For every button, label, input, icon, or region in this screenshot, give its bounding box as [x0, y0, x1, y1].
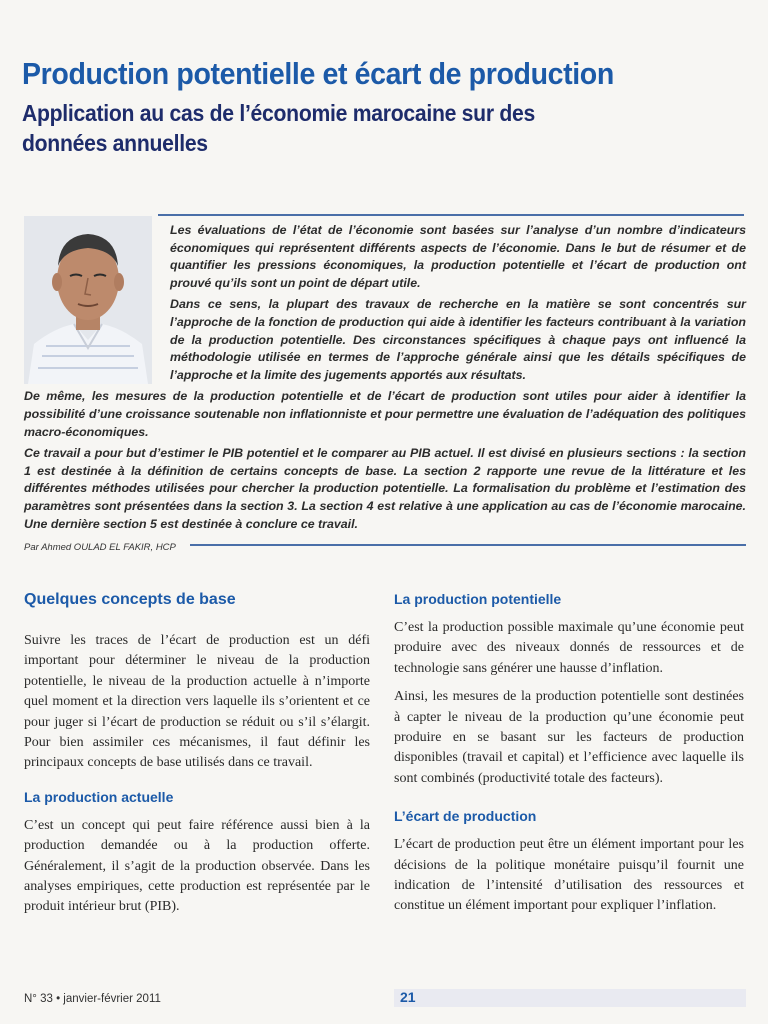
- article-title: Production potentielle et écart de production: [22, 56, 614, 91]
- article-subtitle: Application au cas de l’économie marocaine sur des données annuelles: [22, 100, 536, 156]
- ecart-production-paragraph: L’écart de production peut être un élément important pour les décisions de la politique monétaire puisqu’il fournit une indication de l’intensité d’utilisation des ressources et constitue un élément important pour expliquer l’inflation.: [394, 837, 744, 914]
- section-heading-concepts: Quelques concepts de base: [24, 591, 236, 608]
- intro-paragraph-2: Dans ce sens, la plupart des travaux de recherche en la matière se sont concentrés sur l’approche de la fonction de production qui aide à identifier les facteurs contribuant à la variation de la production potentielle. Des circonstances spécifiques à chaque pays ont influencé la méthodologie utilisée en termes de l’approche générale ainsi que les détails spécifiques de l’approche et la limite des jugements apportés aux résultats.: [170, 297, 746, 382]
- intro-paragraph-3: De même, les mesures de la production potentielle et de l’écart de production sont utiles pour aider à identifier la possibilité d’une croissance soutenable non inflationniste et pour permettre une évaluation de l’adéquation des politiques macro-économiques.: [24, 389, 746, 439]
- author-byline: Par Ahmed OULAD EL FAKIR, HCP: [24, 542, 180, 553]
- production-potentielle-paragraph-2: Ainsi, les mesures de la production potentielle sont destinées à capter le niveau de la production qu’une économie peut produire en se basant sur les facteurs de production disponibles (travail et capital) et l’efficience avec laquelle ils sont combinés (productivité totale des facteurs).: [394, 689, 744, 786]
- byline-row: [24, 537, 746, 551]
- intro-paragraph-1: Les évaluations de l’état de l’économie sont basées sur l’analyse d’un nombre d’indicateurs économiques qui représentent différents aspects de l’économie. Dans le but de résumer et de quantifier les pressions économiques, la production potentielle et l’écart de production ont prouvé qu’ils sont un point de départ utile.: [170, 223, 746, 290]
- subheading-production-potentielle: La production potentielle: [394, 591, 562, 607]
- production-actuelle-paragraph: C’est un concept qui peut faire référence aussi bien à la production demandée ou à la production offerte. Généralement, il s’agit de la production observée. Dans les analyses empiriques, cette production est représentée par le produit intérieur brut (PIB).: [24, 817, 370, 915]
- photo-spacer: [24, 222, 170, 388]
- right-column: [394, 590, 744, 925]
- concepts-paragraph: Suivre les traces de l’écart de production est un défi important pour déterminer le niveau de la production potentielle, le niveau de la production actuelle à n’importe quel moment et la direction vers laquelle ils s’orientent et ce pour juger si l’écart de production se réduit ou s’il s’élargit. Pour bien assimiler ces mécanismes, il faut définir les principaux concepts de base utilisés dans ce travail.: [24, 633, 370, 771]
- intro-paragraph-4: Ce travail a pour but d’estimer le PIB potentiel et le comparer au PIB actuel. Il est divisé en plusieurs sections : la section 1 est destinée à la définition de certains concepts de base. La section 2 rapporte une revue de la littérature et les différentes méthodes utilisées pour chercher la production potentielle. La formalisation du problème et l’estimation des paramètres sont présentées dans la section 3. La section 4 est relative à une application au cas de l’économie marocaine. Une dernière section 5 est destinée à conclure ce travail.: [24, 446, 746, 531]
- page-number-band: [394, 989, 746, 1007]
- intro-abstract: [24, 222, 746, 537]
- intro-top-rule: [158, 214, 744, 216]
- subheading-ecart-production: L’écart de production: [394, 808, 537, 825]
- issue-info: N° 33 • janvier-février 2011: [24, 993, 161, 1005]
- left-column: [24, 590, 370, 926]
- page-number: 21: [400, 989, 416, 1005]
- production-potentielle-paragraph-1: C’est la production possible maximale qu’une économie peut produire avec des niveaux donnés de ressources et de technologie sans générer une hausse d’inflation.: [394, 620, 744, 676]
- subheading-production-actuelle: La production actuelle: [24, 788, 174, 805]
